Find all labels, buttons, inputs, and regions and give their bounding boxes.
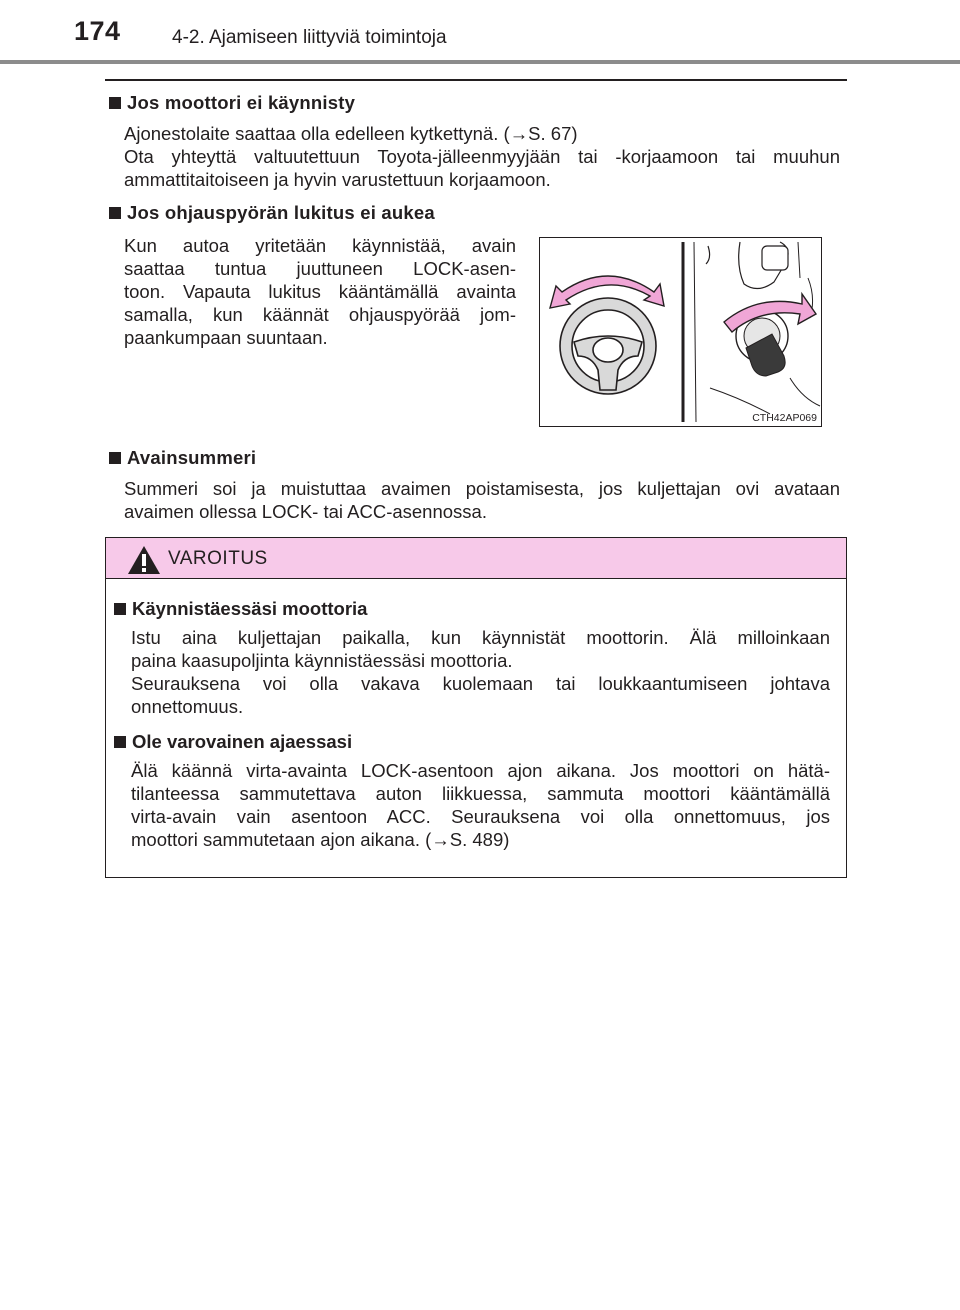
chapter-title: 4-2. Ajamiseen liittyviä toimintoja — [172, 27, 447, 48]
page-number: 174 — [74, 16, 121, 46]
body-line: Istu aina kuljettajan paikalla, kun käynnistät moottorin. Älä milloinkaan — [131, 627, 830, 648]
square-bullet-icon — [114, 603, 126, 615]
square-bullet-icon — [114, 736, 126, 748]
body-line: toon. Vapauta lukitus kääntämällä avainta — [124, 281, 516, 302]
steering-wheel-icon — [560, 298, 656, 394]
body-line: saattaa tuntua juuttuneen LOCK-asen- — [124, 258, 516, 279]
body-line: Summeri soi ja muistuttaa avaimen poistamisesta, jos kuljettajan ovi avataan — [124, 478, 840, 499]
steering-wheel-key-drawing — [540, 238, 821, 426]
section-heading-engine-not-starting — [109, 92, 355, 114]
body-line: tilanteessa sammutettava auton liikkuessa, sammuta moottori kääntämällä — [131, 783, 830, 804]
body-line: avaimen ollessa LOCK- tai ACC-asennossa. — [124, 501, 487, 522]
body-line: Ota yhteyttä valtuutettuun Toyota-jälleenmyyjään tai -korjaamoon tai muuhun — [124, 146, 840, 167]
section-body-engine-not-starting — [124, 122, 840, 191]
warning-header — [106, 538, 846, 579]
square-bullet-icon — [109, 452, 121, 464]
body-line: paankumpaan suuntaan. — [124, 327, 328, 348]
page-header — [0, 0, 960, 62]
section-heading-text: Jos moottori ei käynnisty — [127, 92, 356, 113]
body-line: Älä käännä virta-avainta LOCK-asentoon ajon aikana. Jos moottori on hätä- — [131, 760, 830, 781]
warning-heading-text: Käynnistäessäsi moottoria — [132, 598, 368, 619]
square-bullet-icon — [109, 207, 121, 219]
warning-box — [105, 537, 847, 878]
body-line: samalla, kun käännät ohjauspyörää jom- — [124, 304, 516, 325]
warning-heading-careful-driving — [114, 731, 352, 753]
body-line: ammattitaitoiseen ja hyvin varustettuun korjaamoon. — [124, 169, 551, 190]
warning-body-careful-driving — [131, 759, 830, 851]
steering-key-illustration — [539, 237, 822, 427]
body-line: Ajonestolaite saattaa olla edelleen kytkettynä. (→S. 67) — [124, 123, 578, 144]
body-line: Seurauksena voi olla vakava kuolemaan tai loukkaantumiseen johtava — [131, 673, 830, 694]
body-line: onnettomuus. — [131, 696, 244, 717]
body-line: moottori sammutetaan ajon aikana. (→S. 489) — [131, 829, 510, 850]
section-heading-text: Avainsummeri — [127, 447, 257, 468]
section-heading-text: Jos ohjauspyörän lukitus ei aukea — [127, 202, 435, 223]
warning-heading-starting-engine — [114, 598, 367, 620]
section-heading-steering-lock — [109, 202, 435, 224]
square-bullet-icon — [109, 97, 121, 109]
section-divider — [105, 79, 847, 81]
body-line: virta-avain vain asentoon ACC. Seurauksena voi olla onnettomuus, jos — [131, 806, 830, 827]
figure-code: CTH42AP069 — [752, 412, 817, 424]
warning-body-starting-engine — [131, 626, 830, 718]
header-divider — [0, 60, 960, 64]
warning-title: VAROITUS — [168, 548, 268, 569]
section-body-steering-lock — [124, 234, 516, 349]
section-heading-key-buzzer — [109, 447, 256, 469]
warning-triangle-icon — [127, 545, 161, 575]
body-line: Kun autoa yritetään käynnistää, avain — [124, 235, 516, 256]
warning-heading-text: Ole varovainen ajaessasi — [132, 731, 353, 752]
body-line: paina kaasupoljinta käynnistäessäsi moottoria. — [131, 650, 513, 671]
section-body-key-buzzer — [124, 477, 840, 523]
